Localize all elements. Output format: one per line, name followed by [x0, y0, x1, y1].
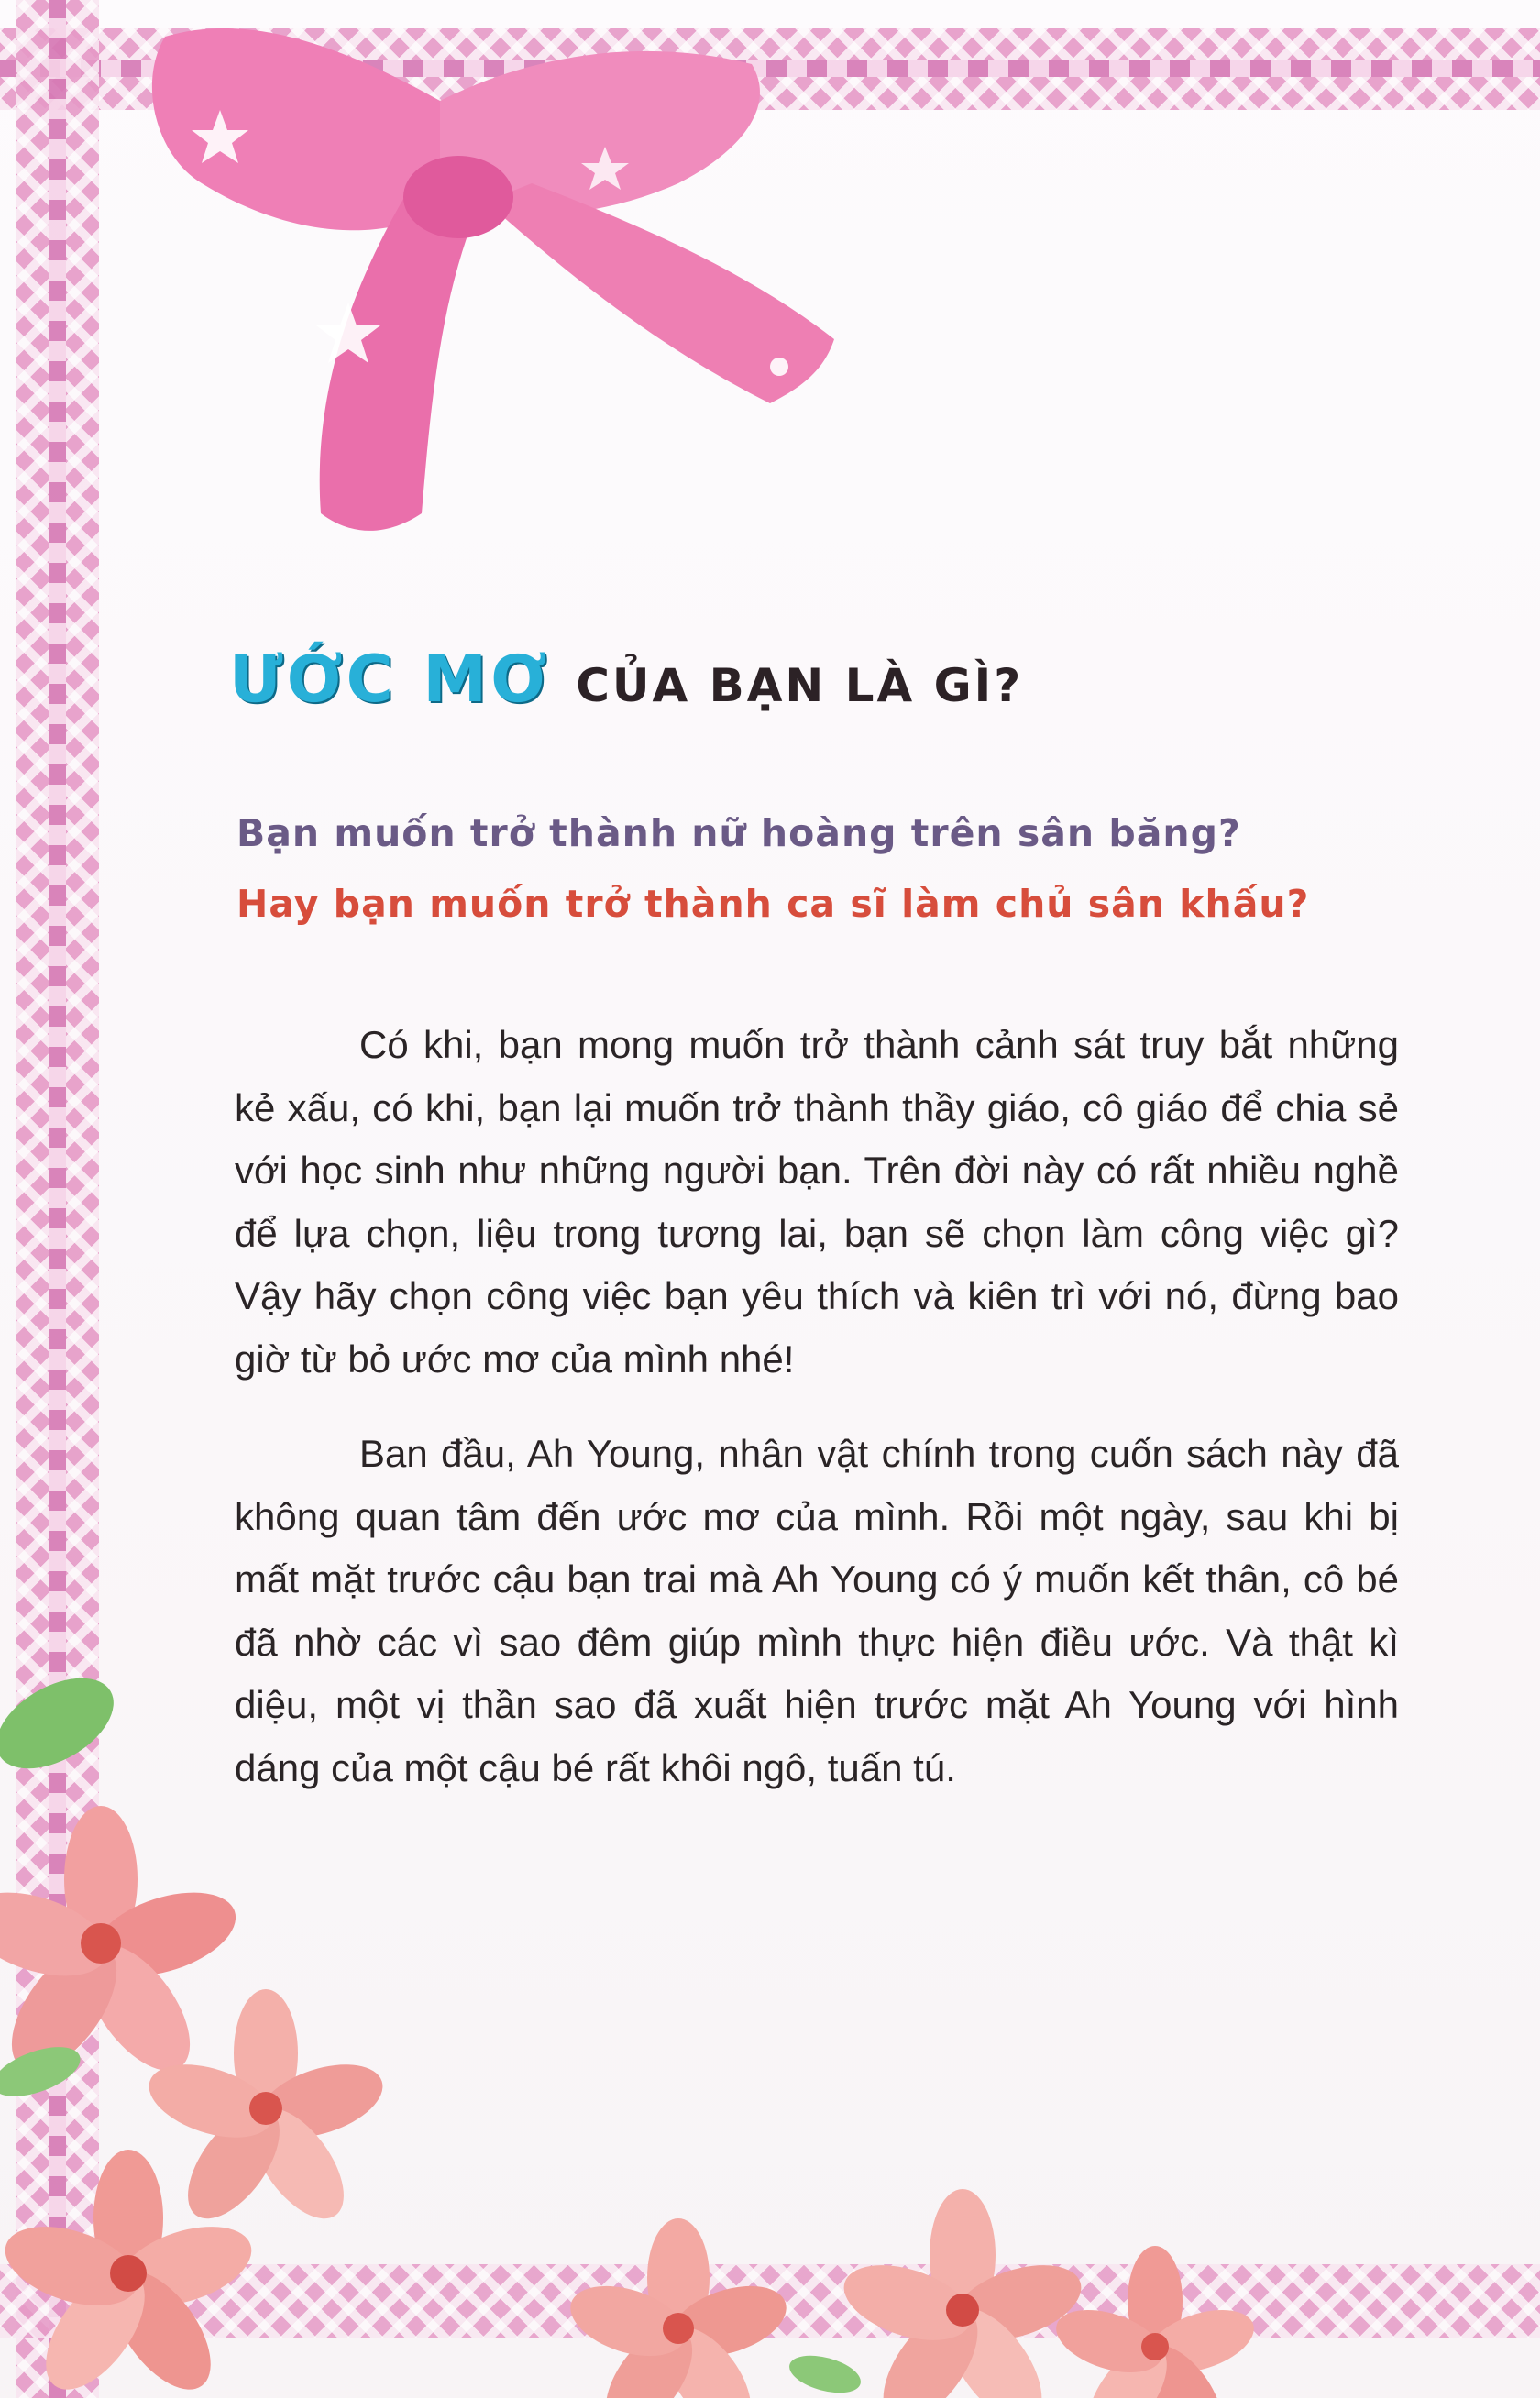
page-title	[229, 642, 1023, 717]
body-paragraph-1: Có khi, bạn mong muốn trở thành cảnh sát truy bắt những kẻ xấu, có khi, bạn lại muốn trở thành thầy giáo, cô giáo để chia sẻ với học sinh như những người bạn. Trên đời này có rất nhiều nghề để lựa chọn, liệu trong tương lai, bạn sẽ chọn làm công việc gì? Vậy hãy chọn công việc bạn yêu thích và kiên trì với nó, đừng bao giờ từ bỏ ước mơ của mình nhé!	[235, 1023, 1399, 1380]
body-paragraph-2: Ban đầu, Ah Young, nhân vật chính trong cuốn sách này đã không quan tâm đến ước mơ của mình. Rồi một ngày, sau khi bị mất mặt trước cậu bạn trai mà Ah Young có ý muốn kết thân, cô bé đã nhờ các vì sao đêm giúp mình thực hiện điều ước. Và thật kì diệu, một vị thần sao đã xuất hiện trước mặt Ah Young với hình dáng của một cậu bé rất khôi ngô, tuấn tú.	[235, 1432, 1399, 1789]
subheading-ice-queen: Bạn muốn trở thành nữ hoàng trên sân băng?	[236, 811, 1241, 855]
title-highlight: ƯỚC MƠ	[229, 642, 551, 717]
flower-illustration	[0, 1668, 1540, 2398]
title-rest: CỦA BẠN LÀ GÌ?	[576, 659, 1024, 712]
pink-ribbon-bow-illustration	[55, 0, 843, 568]
subheading-singer: Hay bạn muốn trở thành ca sĩ làm chủ sân khấu?	[236, 882, 1310, 926]
